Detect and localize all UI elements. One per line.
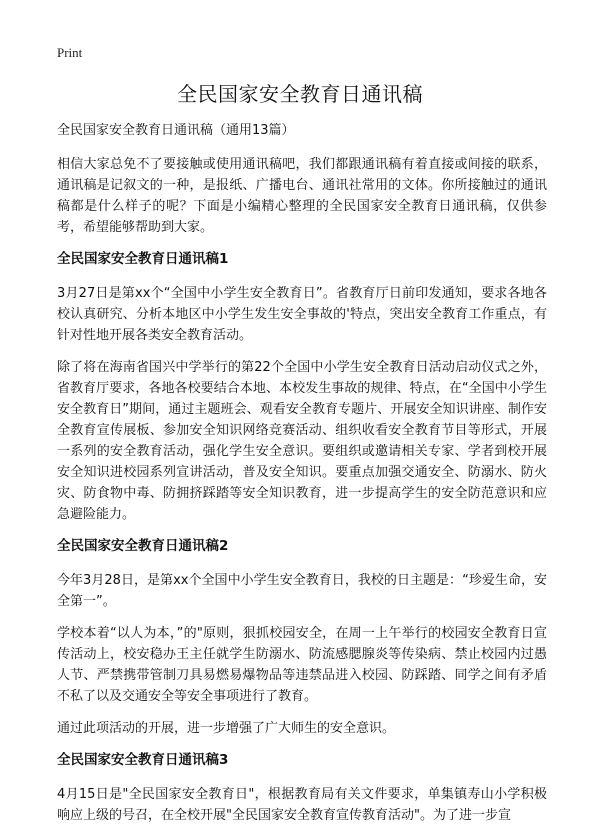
section-heading: 全民国家安全教育日通讯稿2 <box>57 538 229 554</box>
section-paragraph: 4月15日是"全民国家安全教育日"，根据教育局有关文件要求，单集镇寿山小学积极响应上级的号召，在全校开展"全民国家安全教育宣传教育活动"。为了进一步宣 <box>57 787 547 823</box>
section-heading: 全民国家安全教育日通讯稿1 <box>57 251 229 267</box>
section-paragraph: 除了将在海南省国兴中学举行的第22个全国中小学生安全教育日活动启动仪式之外，省教育厅要求，各地各校要结合本地、本校发生事故的规律、特点，在“全国中小学生安全教育日”期间，通过主题班会、观看安全教育专题片、开展安全知识讲座、制作安全教育宣传展板、参加安全知识网络竞赛活动、组织收看安全教育节目等形式，开展一系列的安全教育活动，强化学生安全意识。要组织或邀请相关专家、学者到校开展安全知识进校园系列宣讲活动，普及安全知识。要重点加强交通安全、防溺水、防火灾、防食物中毒、防拥挤踩踏等安全知识教育，进一步提高学生的安全防范意识和应急避险能力。 <box>57 360 547 522</box>
section-paragraph: 3月27日是第xx个“全国中小学生安全教育日”。省教育厅日前印发通知，要求各地各校认真研究、分析本地区中小学生发生安全事故的'特点，突出安全教育工作重点，有针对性地开展各类安全教育活动。 <box>57 286 547 343</box>
page-title: 全民国家安全教育日通讯稿 <box>177 82 423 106</box>
section-heading: 全民国家安全教育日通讯稿3 <box>57 752 229 768</box>
print-link[interactable]: Print <box>57 45 83 60</box>
section-paragraph: 通过此项活动的开展，进一步增强了广大师生的安全意识。 <box>57 721 396 736</box>
section-paragraph: 学校本着“以人为本，”的"原则，狠抓校园安全，在周一上午举行的校园安全教育日宣传活动上，校安稳办王主任就学生防溺水、防流感腮腺炎等传染病、禁止校园内过愚人节、严禁携带管制刀具易燃易爆物品等违禁品进入校园、防踩踏、同学之间有矛盾不私了以及交通安全等安全事项进行了教育。 <box>57 626 547 704</box>
article-subtitle: 全民国家安全教育日通讯稿（通用13篇） <box>57 123 295 138</box>
intro-paragraph: 相信大家总免不了要接触或使用通讯稿吧，我们都跟通讯稿有着直接或间接的联系，通讯稿是记叙文的一种，是报纸、广播电台、通讯社常用的文体。你所接触过的通讯稿都是什么样子的呢？下面是小编精心整理的全民国家安全教育日通讯稿，仅供参考，希望能够帮助到大家。 <box>57 157 547 235</box>
article-body <box>57 120 547 828</box>
section-paragraph: 今年3月28日，是第xx个全国中小学生安全教育日，我校的日主题是：“珍爱生命，安全第一”。 <box>57 573 547 609</box>
